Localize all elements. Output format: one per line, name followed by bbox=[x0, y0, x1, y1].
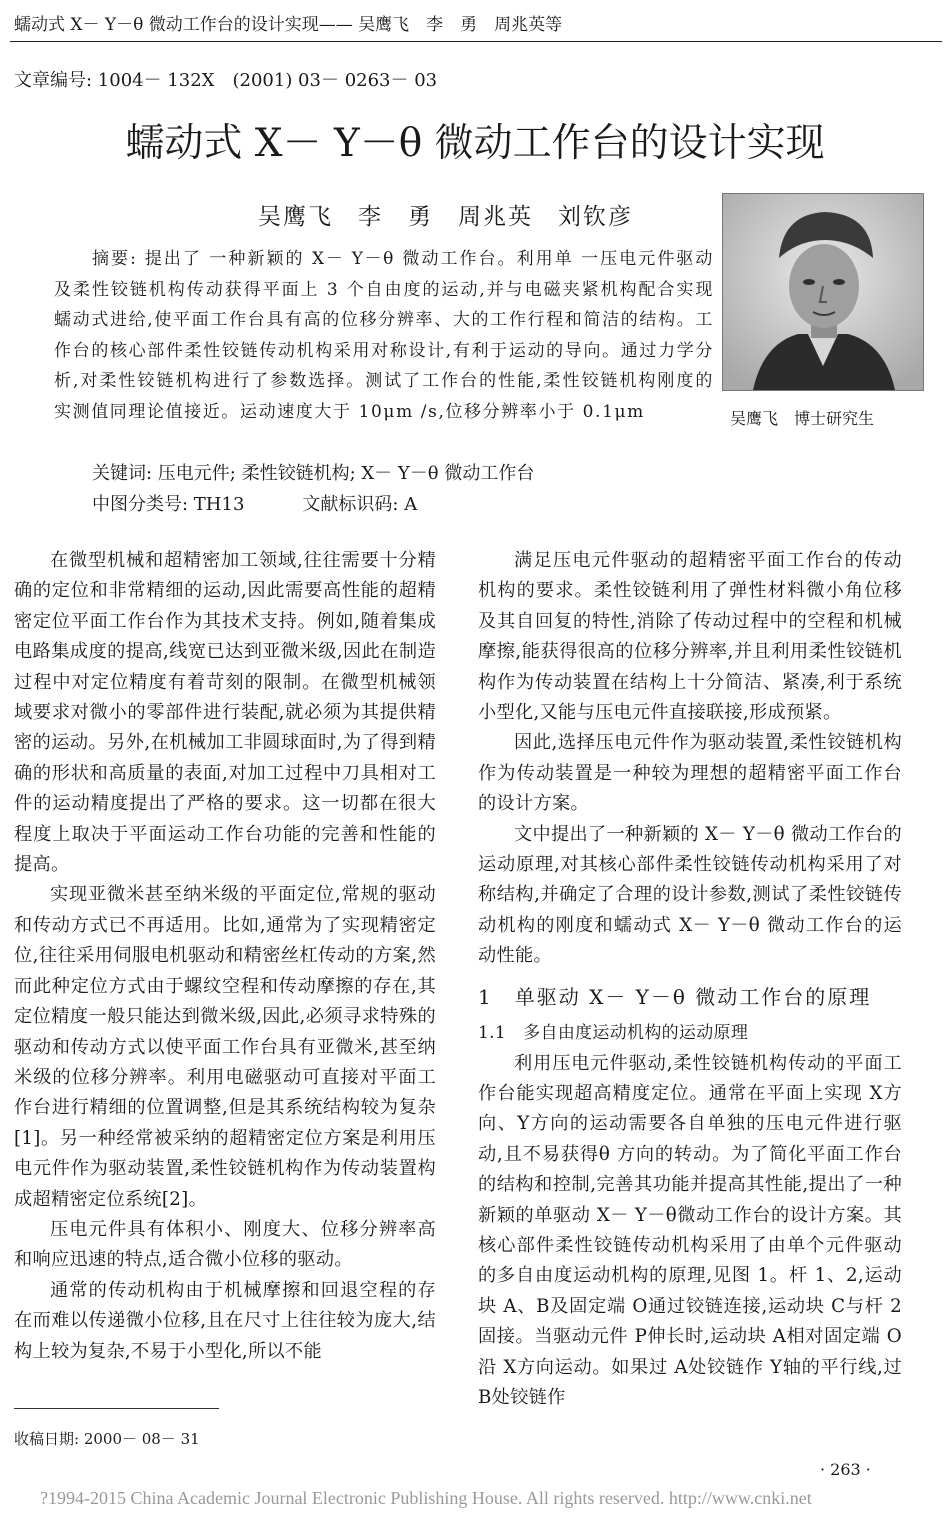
classification-line bbox=[92, 490, 417, 516]
subsection-heading: 1.1 多自由度运动机构的运动原理 bbox=[478, 1023, 749, 1044]
paragraph: 利用压电元件驱动,柔性铰链机构传动的平面工作台能实现超高精度定位。通常在平面上实现 X方向、Y方向的运动需要各自单独的压电元件进行驱动,且不易获得θ 方向的转动。为了简化平面工作台的结构和控制,完善其功能并提高其性能,提出了一种新颖的单驱动 X－ Y－θ微动工作台的设计方案。其核心部件柔性铰链传动机构采用了由单个元件驱动的多自由度运动机构的原理,见图 1。杆 1、2,运动块 A、B及固定端 O通过铰链连接,运动块 C与杆 2固接。当驱动元件 P伸长时,运动块 A相对固定端 O沿 X方向运动。如果过 A处铰链作 Y轴的平行线,过 B处铰链作 bbox=[478, 1052, 902, 1408]
received-date: 收稿日期: 2000－ 08－ 31 bbox=[14, 1430, 200, 1448]
paragraph: 压电元件具有体积小、刚度大、位移分辨率高和响应迅速的特点,适合微小位移的驱动。 bbox=[14, 1218, 436, 1271]
right-column bbox=[478, 546, 902, 1413]
paragraph: 通常的传动机构由于机械摩擦和回退空程的存在而难以传递微小位移,且在尺寸上往往较为庞大,结构上较为复杂,不易于小型化,所以不能 bbox=[14, 1279, 436, 1362]
author-photo bbox=[722, 193, 924, 391]
paragraph: 满足压电元件驱动的超精密平面工作台的传动机构的要求。柔性铰链利用了弹性材料微小角位移及其自回复的特性,消除了传动过程中的空程和机械摩擦,能获得很高的位移分辨率,并且利用柔性铰链机构作为传动装置在结构上十分简洁、紧凑,利于系统小型化,又能与压电元件直接联接,形成预紧。 bbox=[478, 550, 902, 724]
author-list: 吴鹰飞 李 勇 周兆英 刘钦彦 bbox=[258, 204, 633, 230]
paragraph: 文中提出了一种新颖的 X－ Y－θ 微动工作台的运动原理,对其核心部件柔性铰链传动机构采用了对称结构,并确定了合理的设计参数,测试了柔性铰链传动机构的刚度和蠕动式 X－ Y－θ 微动工作台的运动性能。 bbox=[478, 823, 902, 967]
paper-title: 蠕动式 X－ Y－θ 微动工作台的设计实现 bbox=[125, 121, 825, 166]
author-portrait-image bbox=[723, 194, 923, 390]
copyright-footer: ?1994-2015 China Academic Journal Electronic Publishing House. All rights reserved. http://www.cnki.net bbox=[40, 1488, 812, 1508]
clc-number: 中图分类号: TH13 bbox=[92, 494, 245, 515]
running-header: 蠕动式 X－ Y－θ 微动工作台的设计实现—— 吴鹰飞 李 勇 周兆英等 bbox=[14, 15, 563, 35]
document-code: 文献标识码: A bbox=[302, 494, 418, 515]
footnote-rule bbox=[14, 1408, 219, 1409]
keywords: 关键词: 压电元件; 柔性铰链机构; X－ Y－θ 微动工作台 bbox=[92, 463, 535, 484]
left-column bbox=[14, 546, 436, 1367]
photo-caption: 吴鹰飞 博士研究生 bbox=[730, 409, 875, 428]
page-number: · 263 · bbox=[820, 1460, 871, 1479]
article-number: 文章编号: 1004－ 132X (2001) 03－ 0263－ 03 bbox=[14, 70, 438, 91]
paragraph: 实现亚微米甚至纳米级的平面定位,常规的驱动和传动方式已不再适用。比如,通常为了实现精密定位,往往采用伺服电机驱动和精密丝杠传动的方案,然而此种定位方式由于螺纹空程和传动摩擦的存在,其定位精度一般只能达到微米级,因此,必须寻求特殊的驱动和传动方式以使平面工作台具有亚微米,甚至纳米级的位移分辨率。利用电磁驱动可直接对平面工作台进行精细的位置调整,但是其系统结构较为复杂[1]。另一种经常被采纳的超精密定位方案是利用压电元件作为驱动装置,柔性铰链机构作为传动装置构成超精密定位系统[2]。 bbox=[14, 884, 436, 1210]
section-heading: 1 单驱动 X－ Y－θ 微动工作台的原理 bbox=[478, 984, 872, 1009]
paragraph: 因此,选择压电元件作为驱动装置,柔性铰链机构作为传动装置是一种较为理想的超精密平面工作台的设计方案。 bbox=[478, 732, 902, 815]
abstract: 摘要: 提出了 一种新颖的 X－ Y－θ 微动工作台。利用单 一压电元件驱动及柔性铰链机构传动获得平面上 3 个自由度的运动,并与电磁夹紧机构配合实现蠕动式进给,使平面工作台具有高的位移分辨率、大的工作行程和简洁的结构。工作台的核心部件柔性铰链传动机构采用对称设计,有利于运动的导向。通过力学分析,对柔性铰链机构进行了参数选择。测试了工作台的性能,柔性铰链机构刚度的实测值同理论值接近。运动速度大于 10μm /s,位移分辨率小于 0.1μm bbox=[54, 249, 714, 422]
header-rule bbox=[10, 41, 942, 42]
paragraph: 在微型机械和超精密加工领域,往往需要十分精确的定位和非常精细的运动,因此需要高性能的超精密定位平面工作台作为其技术支持。例如,随着集成电路集成度的提高,线宽已达到亚微米级,因此在制造过程中对定位精度有着苛刻的限制。在微型机械领域要求对微小的零部件进行装配,就必须为其提供精密的运动。另外,在机械加工非圆球面时,为了得到精确的形状和高质量的表面,对加工过程中刀具相对工件的运动精度提出了严格的要求。这一切都在很大程度上取决于平面运动工作台功能的完善和性能的提高。 bbox=[14, 550, 436, 876]
